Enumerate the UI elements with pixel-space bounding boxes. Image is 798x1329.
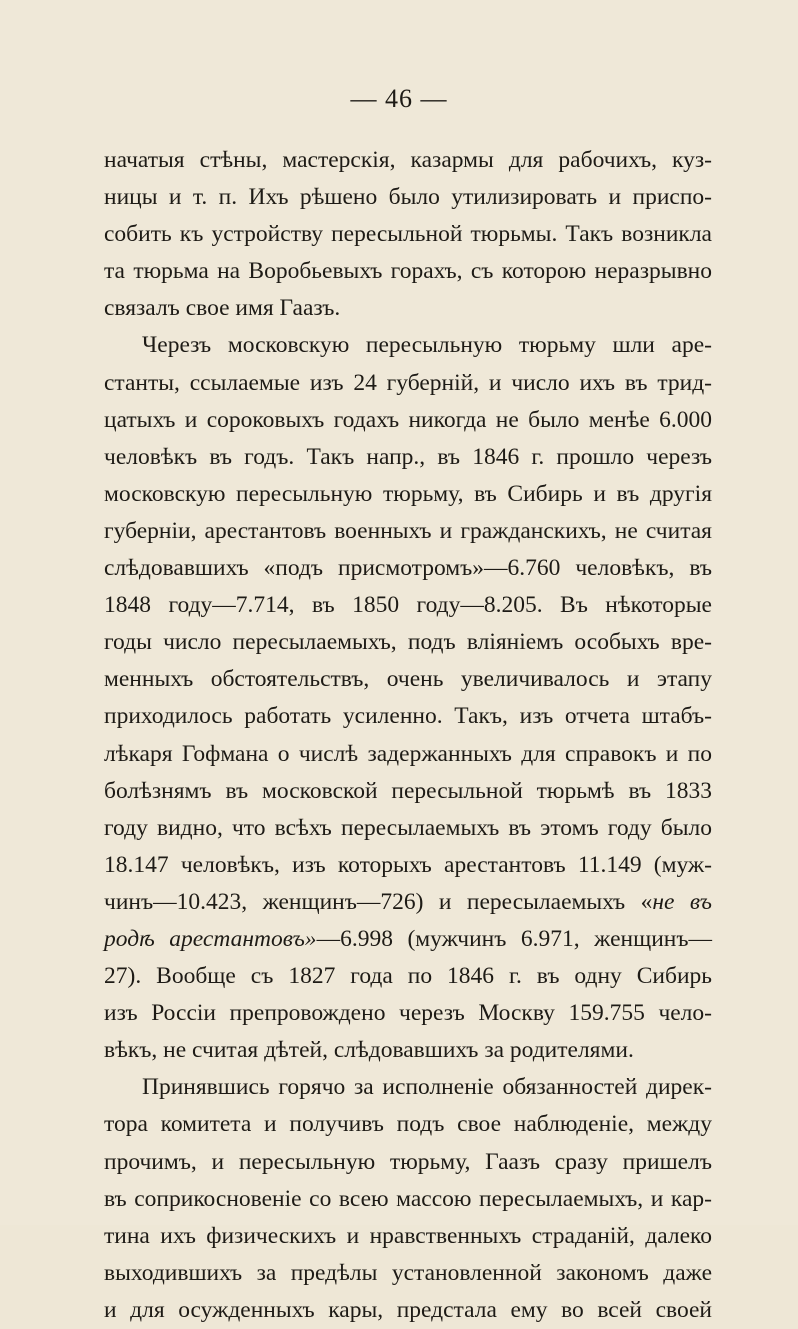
text-line: прочимъ, и пересыльную тюрьму, Гаазъ сразу пришелъ	[104, 1148, 712, 1175]
text-line: 1848 году—7.714, въ 1850 году—8.205. Въ нѣкоторые	[104, 592, 712, 619]
text-line: тора комитета и получивъ подъ свое наблюденіе, между	[104, 1111, 712, 1138]
text-line: лѣкаря Гофмана о числѣ задержанныхъ для справокъ и по	[104, 740, 712, 767]
text-line: приходилось работать усиленно. Такъ, изъ отчета штабъ-	[104, 703, 712, 730]
text-line: родѣ арестантовъ»—6.998 (мужчинъ 6.971, женщинъ—	[104, 925, 713, 952]
emphasis-text: не въ	[652, 888, 712, 915]
text-line: московскую пересыльную тюрьму, въ Сибирь и въ другія	[104, 480, 712, 507]
text-line: выходившихъ за предѣлы установленной закономъ даже	[104, 1259, 712, 1286]
text-line: Черезъ московскую пересыльную тюрьму шли аре-	[142, 332, 712, 359]
text-line: начатыя стѣны, мастерскія, казармы для рабочихъ, куз-	[104, 147, 712, 173]
text-line: въ соприкосновеніе со всею массою пересылаемыхъ, и кар-	[104, 1185, 712, 1212]
text-line: Принявшись горячо за исполненіе обязанностей дирек-	[142, 1074, 712, 1101]
text-line: связалъ свое имя Гаазъ.	[104, 295, 341, 322]
text-line: слѣдовавшихъ «подъ присмотромъ»—6.760 человѣкъ, въ	[104, 555, 712, 582]
text-line: годы число пересылаемыхъ, подъ вліяніемъ особыхъ вре-	[104, 629, 712, 656]
emphasis-text: родѣ арестантовъ»	[104, 925, 317, 952]
text-line: губерніи, арестантовъ военныхъ и гражданскихъ, не считая	[104, 517, 712, 544]
text-line: та тюрьма на Воробьевыхъ горахъ, съ которою неразрывно	[104, 258, 712, 285]
text-line: человѣкъ въ годъ. Такъ напр., въ 1846 г. прошло черезъ	[104, 443, 712, 470]
text-line: ницы и т. п. Ихъ рѣшено было утилизировать и приспо-	[104, 184, 712, 211]
text-line: вѣкъ, не считая дѣтей, слѣдовавшихъ за родителями.	[104, 1037, 634, 1064]
page-number: — 46 —	[350, 84, 448, 113]
text-line: 18.147 человѣкъ, изъ которыхъ арестантовъ 11.149 (муж-	[104, 851, 712, 878]
text-line: тина ихъ физическихъ и нравственныхъ страданій, далеко	[104, 1222, 712, 1249]
text-line: станты, ссылаемые изъ 24 губерній, и число ихъ въ трид-	[104, 369, 712, 396]
body-text	[104, 142, 712, 1329]
text-line: году видно, что всѣхъ пересылаемыхъ въ этомъ году было	[104, 814, 712, 841]
text-line: болѣзнямъ въ московской пересыльной тюрьмѣ въ 1833	[104, 777, 712, 804]
text-line: собить къ устройству пересыльной тюрьмы. Такъ возникла	[104, 221, 712, 248]
text-line: менныхъ обстоятельствъ, очень увеличивалось и этапу	[104, 666, 712, 693]
text-line: цатыхъ и сороковыхъ годахъ никогда не было менѣе 6.000	[104, 406, 712, 433]
text-line: 27). Вообще съ 1827 года по 1846 г. въ одну Сибирь	[104, 963, 712, 990]
text-line: и для осужденныхъ кары, предстала ему во всей своей	[104, 1296, 712, 1323]
text-line: изъ Россіи препровождено черезъ Москву 159.755 чело-	[104, 1000, 712, 1027]
text-line: чинъ—10.423, женщинъ—726) и пересылаемыхъ «не въ	[104, 888, 712, 915]
